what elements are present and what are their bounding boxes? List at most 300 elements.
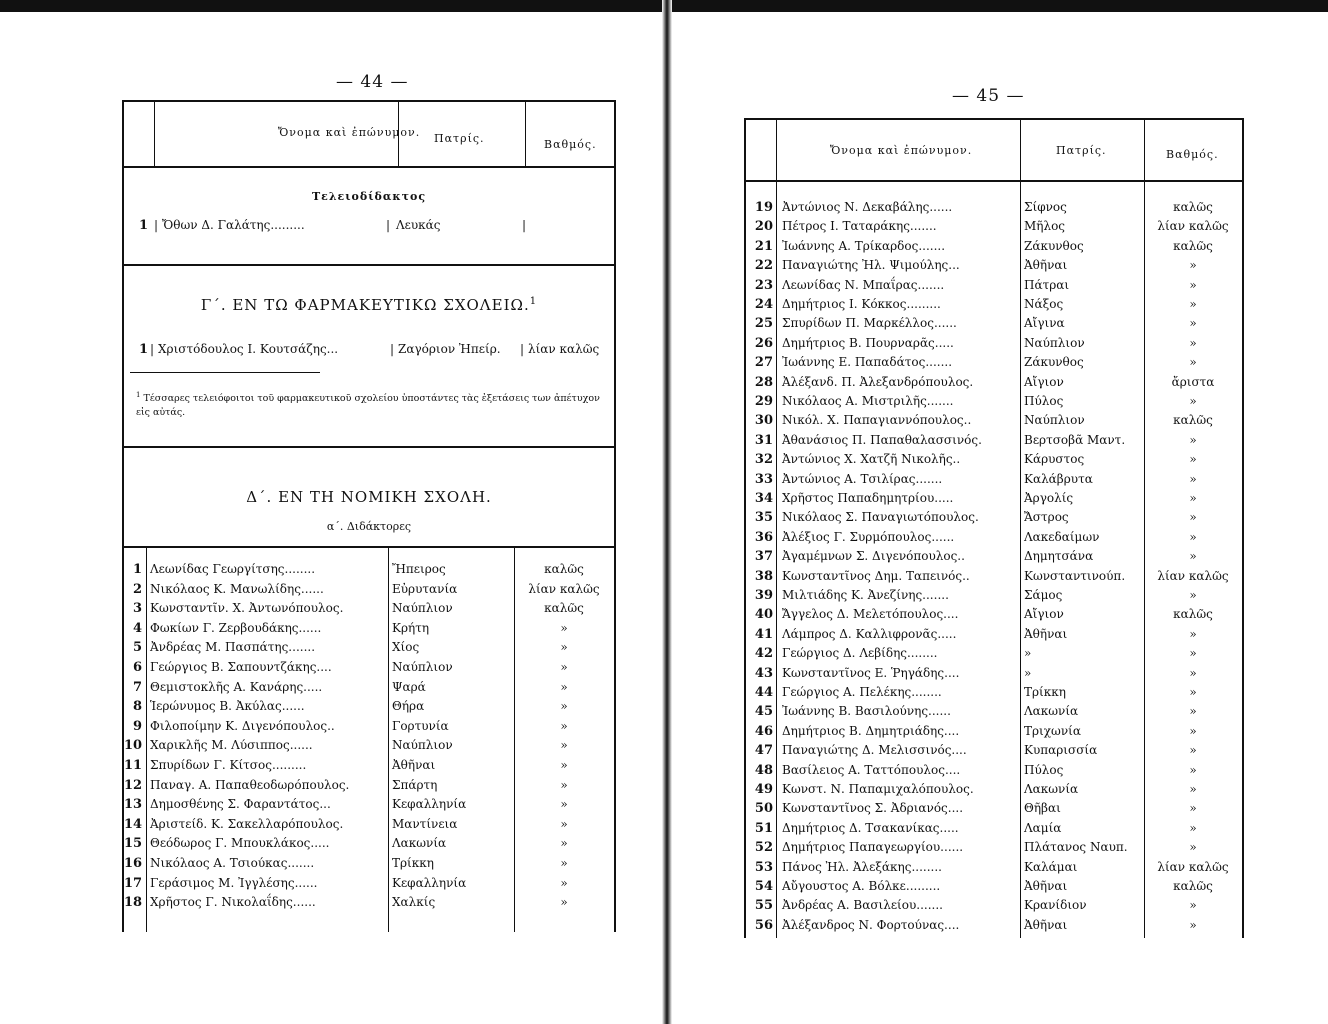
- table-row: [746, 198, 1242, 218]
- entry-name: Γεώργιος Δ. Λεβίδης........: [782, 646, 938, 661]
- entry-origin: Καλάμαι: [1024, 859, 1078, 874]
- entry-number: 47: [754, 743, 773, 759]
- entry-number: 22: [754, 258, 773, 274]
- entry-number: 1: [138, 218, 148, 233]
- entry-name: Σπυρίδων Π. Μαρκέλλος......: [782, 316, 957, 331]
- entry-name: Μιλτιάδης Κ. Ἀνεζίνης.......: [782, 588, 949, 602]
- table-row: [746, 295, 1242, 315]
- entry-grade: ἄριστα: [1171, 374, 1215, 389]
- entry-origin: Εὐρυτανία: [392, 581, 458, 596]
- table-row: [124, 815, 614, 835]
- header-grade: Βαθμός.: [1166, 148, 1219, 161]
- entry-name: Δημοσθένης Σ. Φαραντάτος...: [150, 797, 331, 812]
- entry-grade: »: [560, 620, 568, 635]
- entry-name: Χριστόδουλος Ι. Κουτσάζης...: [158, 342, 339, 356]
- entry-grade: καλῶς: [1173, 238, 1213, 253]
- entry-name: Ἰωάννης Α. Τρίκαρδος.......: [782, 238, 946, 253]
- table-row: [746, 799, 1242, 819]
- entry-name: Ἀντώνιος Χ. Χατζῆ Νικολῆς..: [782, 452, 961, 467]
- entry-grade: »: [560, 797, 568, 812]
- entry-origin: Πύλος: [1024, 762, 1064, 777]
- header-grade: Βαθμός.: [544, 138, 597, 151]
- header-origin: Πατρίς.: [1056, 144, 1107, 157]
- pharmacy-entry: 1 | Χριστόδουλος Ι. Κουτσάζης... | Ζαγόριον Ἠπείρ. | λίαν καλῶς: [124, 340, 614, 360]
- entry-origin: Δημητσάνα: [1024, 549, 1094, 564]
- table-row: [746, 334, 1242, 354]
- entry-number: 3: [132, 601, 142, 617]
- entry-name: Λάμπρος Δ. Καλλιφρονᾶς.....: [782, 626, 957, 641]
- table-row: [746, 683, 1242, 703]
- table-row: [746, 819, 1242, 839]
- entry-origin: Πύλος: [1024, 394, 1064, 408]
- entry-name: Λεωνίδας Ν. Μπαΐρας.......: [782, 277, 945, 292]
- table-row: [124, 854, 614, 874]
- table-row: [124, 560, 614, 580]
- entry-name: Γεράσιμος Μ. Ἰγγλέσης......: [150, 875, 318, 890]
- table-row: [124, 658, 614, 678]
- right-page-table: [744, 118, 1244, 938]
- entry-number: 48: [754, 762, 773, 778]
- entry-grade: »: [1189, 258, 1197, 273]
- entry-name: Ἀγαμέμνων Σ. Διγενόπουλος..: [782, 549, 965, 564]
- entry-grade: »: [1189, 704, 1197, 719]
- table-row: [124, 697, 614, 717]
- entry-name: Γεώργιος Β. Σαπουντζάκης....: [150, 660, 332, 674]
- entry-grade: »: [1189, 394, 1197, 408]
- table-row: [746, 567, 1242, 587]
- entry-grade: »: [1189, 529, 1197, 544]
- left-students-table: [124, 546, 614, 932]
- entry-grade: »: [1189, 840, 1197, 855]
- entry-origin: Ναύπλιον: [392, 660, 453, 674]
- entry-origin: Ἀθῆναι: [1024, 258, 1068, 273]
- entry-grade: »: [1189, 801, 1197, 816]
- entry-grade: »: [1189, 549, 1197, 564]
- table-row: [746, 896, 1242, 916]
- table-row: [124, 874, 614, 894]
- entry-name: Δημήτριος Δ. Τσακανίκας.....: [782, 820, 959, 835]
- entry-origin: Αἴγιον: [1024, 374, 1064, 389]
- table-row: [746, 450, 1242, 470]
- entry-grade: »: [1189, 626, 1197, 641]
- entry-origin: »: [1024, 646, 1032, 661]
- entry-grade: »: [1189, 646, 1197, 661]
- entry-number: 1: [138, 342, 148, 357]
- entry-name: Παναγιώτης Δ. Μελισσινός....: [782, 743, 967, 758]
- entry-number: 56: [754, 917, 773, 933]
- entry-number: 13: [124, 797, 143, 813]
- entry-origin: Κεφαλληνία: [392, 875, 467, 890]
- entry-grade: »: [1189, 355, 1197, 370]
- entry-origin: Σάμος: [1024, 588, 1063, 602]
- entry-grade: λίαν καλῶς: [1157, 568, 1229, 583]
- entry-origin: Κεφαλληνία: [392, 797, 467, 812]
- entry-grade: »: [1189, 510, 1197, 525]
- entry-grade: »: [1189, 762, 1197, 777]
- entry-origin: Ἀθῆναι: [1024, 626, 1068, 641]
- table-row: [746, 877, 1242, 897]
- entry-origin: Λευκάς: [396, 218, 441, 232]
- entry-name: Σπυρίδων Γ. Κίτσος.........: [150, 758, 307, 772]
- table-row: [746, 761, 1242, 781]
- entry-name: Ἀλέξιος Γ. Συρμόπουλος......: [782, 529, 955, 544]
- entry-number: 34: [754, 491, 773, 506]
- table-row: [746, 373, 1242, 393]
- table-row: [746, 741, 1242, 761]
- entry-number: 4: [132, 620, 142, 636]
- entry-origin: Ναύπλιον: [392, 601, 453, 616]
- entry-number: 51: [754, 820, 773, 836]
- entry-origin: Κωνσταντινούπ.: [1024, 568, 1126, 583]
- entry-grade: »: [1189, 588, 1197, 602]
- entry-number: 9: [132, 718, 142, 734]
- entry-name: Νικόλαος Κ. Μανωλίδης......: [150, 581, 324, 596]
- entry-name: Ἀριστείδ. Κ. Σακελλαρόπουλος.: [150, 816, 344, 831]
- footnote-rule: [130, 372, 320, 373]
- page-number-left: — 44 —: [336, 72, 409, 92]
- entry-grade: »: [1189, 820, 1197, 835]
- entry-number: 49: [754, 782, 773, 797]
- entry-grade: »: [1189, 316, 1197, 331]
- entry-number: 26: [754, 335, 773, 351]
- left-page-table: [122, 100, 616, 932]
- entry-origin: Ἀθῆναι: [1024, 917, 1068, 932]
- table-row: [124, 599, 614, 619]
- entry-name: Ἀντώνιος Ν. Δεκαβάλης......: [782, 200, 953, 214]
- entry-number: 31: [754, 432, 773, 448]
- table-row: [746, 644, 1242, 664]
- entry-origin: Σπάρτη: [392, 777, 438, 792]
- entry-name: Ἄγγελος Δ. Μελετόπουλος....: [782, 607, 959, 622]
- entry-name: Δημήτριος Ι. Κόκκος.........: [782, 297, 941, 311]
- entry-name: Φιλοποίμην Κ. Διγενόπουλος..: [150, 718, 335, 733]
- entry-number: 14: [124, 816, 143, 832]
- entry-grade: »: [560, 856, 568, 870]
- table-row: [124, 834, 614, 854]
- entry-name: Χρῆστος Γ. Νικολαΐδης......: [150, 895, 316, 910]
- table-row: [746, 431, 1242, 451]
- entry-origin: Θῆβαι: [1024, 801, 1061, 816]
- entry-number: 55: [754, 898, 773, 914]
- entry-number: 6: [132, 660, 142, 675]
- entry-origin: Μῆλος: [1024, 219, 1066, 234]
- entry-number: 16: [124, 856, 143, 871]
- entry-grade: »: [560, 777, 568, 792]
- header-name: Ὄνομα καὶ ἐπώνυμον.: [278, 126, 421, 139]
- table-row: [124, 756, 614, 776]
- entry-number: 37: [754, 549, 773, 565]
- book-gutter: [662, 0, 672, 1024]
- entry-origin: Ἀθῆναι: [392, 758, 436, 772]
- table-row: [124, 619, 614, 639]
- entry-grade: »: [560, 758, 568, 772]
- entry-number: 21: [754, 238, 773, 254]
- entry-grade: »: [1189, 335, 1197, 350]
- entry-origin: Χίος: [392, 640, 420, 655]
- table-row: [746, 625, 1242, 645]
- entry-grade: »: [1189, 685, 1197, 699]
- entry-grade: »: [560, 895, 568, 910]
- entry-grade: »: [1189, 898, 1197, 913]
- table-row: [746, 586, 1242, 606]
- entry-name: Δημήτριος Παπαγεωργίου......: [782, 840, 964, 855]
- pharmacy-school-title: Γ΄. ΕΝ ΤΩ ΦΑΡΜΑΚΕΥΤΙΚΩ ΣΧΟΛΕΙΩ.$^1$: [200, 296, 538, 314]
- entry-number: 20: [754, 219, 773, 235]
- entry-grade: »: [1189, 471, 1197, 486]
- entry-grade: »: [1189, 491, 1197, 505]
- entry-number: 44: [754, 685, 773, 700]
- entry-number: 43: [754, 665, 773, 681]
- entry-number: 24: [754, 297, 773, 312]
- entry-name: Ὄθων Δ. Γαλάτης.........: [162, 218, 305, 232]
- entry-origin: Ζαγόριον Ἠπείρ.: [398, 342, 501, 356]
- entry-name: Λεωνίδας Γεωργίτσης........: [150, 562, 316, 576]
- entry-name: Κωνστ. Ν. Παπαμιχαλόπουλος.: [782, 782, 974, 796]
- entry-origin: Αἴγιον: [1024, 607, 1064, 622]
- entry-origin: Θήρα: [392, 699, 425, 714]
- table-row: [746, 605, 1242, 625]
- table-row: [746, 547, 1242, 567]
- entry-name: Νικόλαος Α. Μιστριλῆς.......: [782, 394, 954, 408]
- table-row: [746, 916, 1242, 936]
- entry-origin: »: [1024, 665, 1032, 680]
- entry-origin: Νάξος: [1024, 297, 1064, 311]
- table-row: [746, 470, 1242, 490]
- entry-origin: Κάρυστος: [1024, 452, 1085, 467]
- entry-origin: Σίφνος: [1024, 200, 1067, 214]
- entry-name: Ἀντώνιος Α. Τσιλίρας.......: [782, 471, 943, 486]
- entry-name: Ἰωάννης Β. Βασιλούνης......: [782, 704, 951, 719]
- table-row: [124, 776, 614, 796]
- entry-name: Ἀνδρέας Μ. Πασπάτης.......: [150, 640, 316, 655]
- entry-name: Φωκίων Γ. Ζερβουδάκης......: [150, 620, 322, 635]
- entry-name: Ἀλέξανδρος Ν. Φορτούνας....: [782, 917, 960, 932]
- entry-name: Παναγιώτης Ἠλ. Ψιμούλης...: [782, 258, 960, 273]
- entry-number: 45: [754, 704, 773, 720]
- entry-grade: »: [560, 875, 568, 890]
- entry-origin: Ζάκυνθος: [1024, 238, 1084, 253]
- entry-number: 5: [132, 640, 142, 656]
- entry-name: Χρῆστος Παπαδημητρίου.....: [782, 491, 954, 505]
- entry-number: 17: [124, 875, 143, 891]
- table-row: [746, 256, 1242, 276]
- entry-origin: Χαλκίς: [392, 895, 436, 910]
- entry-name: Ἰωάννης Ε. Παπαδάτος.......: [782, 355, 953, 370]
- entry-grade: »: [560, 738, 568, 753]
- entry-name: Κωνσταντῖνος Ε. Ῥηγάδης....: [782, 665, 960, 680]
- entry-grade: »: [1189, 277, 1197, 292]
- entry-number: 35: [754, 510, 773, 526]
- entry-name: Πέτρος Ι. Ταταράκης.......: [782, 219, 937, 234]
- entry-number: 19: [754, 200, 773, 215]
- entry-origin: Λακεδαίμων: [1024, 529, 1100, 544]
- table-row: [746, 314, 1242, 334]
- entry-number: 8: [132, 699, 142, 715]
- entry-name: Πάνος Ἠλ. Ἀλεξάκης........: [782, 859, 942, 874]
- entry-grade: καλῶς: [544, 562, 584, 576]
- entry-grade: »: [560, 660, 568, 674]
- entry-number: 10: [124, 738, 143, 754]
- entry-grade: »: [1189, 432, 1197, 447]
- table-row: [746, 353, 1242, 373]
- entry-name: Γεώργιος Α. Πελέκης........: [782, 685, 942, 699]
- table-row: [124, 893, 614, 913]
- entry-number: 52: [754, 840, 773, 856]
- entry-name: Κωνσταντῖνος Δημ. Ταπεινός..: [782, 568, 970, 583]
- entry-origin: Βερτσοβᾶ Μαντ.: [1024, 432, 1126, 447]
- entry-name: Κωνσταντῖν. Χ. Ἀντωνόπουλος.: [150, 601, 344, 616]
- entry-origin: Κυπαρισσία: [1024, 743, 1098, 758]
- entry-number: 23: [754, 277, 773, 293]
- entry-name: Νικόλ. Χ. Παπαγιαννόπουλος..: [782, 413, 972, 428]
- entry-name: Ἱερώνυμος Β. Ἀκύλας......: [150, 699, 305, 714]
- entry-grade: »: [1189, 917, 1197, 932]
- entry-number: 42: [754, 646, 773, 662]
- table-row: [124, 580, 614, 600]
- entry-grade: καλῶς: [1173, 879, 1213, 893]
- table-row: [746, 508, 1242, 528]
- entry-origin: Ἀθῆναι: [1024, 879, 1068, 893]
- entry-name: Νικόλαος Σ. Παναγιωτόπουλος.: [782, 510, 979, 525]
- entry-grade: »: [560, 640, 568, 655]
- table-row: [746, 702, 1242, 722]
- entry-grade: καλῶς: [1173, 607, 1213, 622]
- entry-grade: »: [1189, 665, 1197, 680]
- entry-name: Ἀθανάσιος Π. Παπαθαλασσινός.: [782, 432, 982, 447]
- entry-origin: Κρήτη: [392, 620, 430, 635]
- entry-number: 25: [754, 316, 773, 332]
- entry-number: 15: [124, 836, 143, 852]
- entry-grade: »: [560, 718, 568, 733]
- table-row: [746, 237, 1242, 257]
- table-row: [746, 217, 1242, 237]
- header-name: Ὄνομα καὶ ἐπώνυμον.: [830, 144, 973, 157]
- entry-grade: καλῶς: [1173, 413, 1213, 428]
- entry-grade: καλῶς: [1173, 200, 1213, 214]
- entry-origin: Λαμία: [1024, 820, 1062, 835]
- entry-grade: »: [1189, 782, 1197, 796]
- table-row: [124, 678, 614, 698]
- table-row: [124, 736, 614, 756]
- table-row: [746, 276, 1242, 296]
- entry-grade: λίαν καλῶς: [1157, 219, 1229, 234]
- entry-number: 39: [754, 588, 773, 603]
- page-number-right: — 45 —: [952, 86, 1025, 106]
- entry-origin: Ναύπλιον: [392, 738, 453, 753]
- entry-name: Δημήτριος Β. Πουρναρᾶς.....: [782, 335, 954, 350]
- table-row: [746, 858, 1242, 878]
- entry-origin: Λακωνία: [392, 836, 447, 851]
- entry-name: Βασίλειος Α. Ταττόπουλος....: [782, 762, 961, 777]
- entry-name: Αὔγουστος Α. Βόλκε.........: [782, 879, 941, 893]
- entry-origin: Τρίκκη: [392, 856, 434, 870]
- table-row: [124, 638, 614, 658]
- entry-number: 54: [754, 879, 773, 894]
- entry-number: 53: [754, 859, 773, 875]
- entry-name: Χαρικλῆς Μ. Λύσιππος......: [150, 738, 313, 753]
- entry-number: 11: [124, 758, 143, 773]
- entry-name: Παναγ. Α. Παπαθεοδωρόπουλος.: [150, 777, 350, 792]
- entry-number: 46: [754, 723, 773, 739]
- entry-origin: Ναύπλιον: [1024, 413, 1085, 428]
- entry-grade: »: [560, 836, 568, 851]
- law-school-title: Δ΄. ΕΝ ΤΗ ΝΟΜΙΚΗ ΣΧΟΛΗ.: [246, 488, 492, 506]
- entry-origin: Καλάβρυτα: [1024, 471, 1093, 486]
- entry-number: 29: [754, 394, 773, 409]
- header-origin: Πατρίς.: [434, 132, 485, 145]
- entry-origin: Ναύπλιον: [1024, 335, 1085, 350]
- entry-number: 50: [754, 801, 773, 817]
- entry-grade: »: [560, 699, 568, 714]
- entry-name: Κωνσταντῖνος Σ. Ἀδριανός....: [782, 801, 964, 816]
- entry-grade: λίαν καλῶς: [528, 342, 600, 356]
- entry-number: 40: [754, 607, 773, 623]
- table-row: [746, 664, 1242, 684]
- graduate-heading: Τελειοδίδακτος: [311, 190, 427, 203]
- entry-grade: »: [1189, 297, 1197, 311]
- entry-name: Δημήτριος Β. Δημητριάδης....: [782, 723, 960, 738]
- table-row: [746, 780, 1242, 800]
- entry-origin: Ἤπειρος: [392, 562, 446, 576]
- table-row: [746, 528, 1242, 548]
- table-row: [746, 392, 1242, 412]
- entry-number: 2: [132, 581, 142, 597]
- entry-origin: Ἄστρος: [1024, 510, 1069, 525]
- entry-grade: »: [560, 816, 568, 831]
- entry-grade: καλῶς: [544, 601, 584, 616]
- entry-name: Θεμιστοκλῆς Α. Κανάρης.....: [150, 679, 323, 694]
- entry-grade: λίαν καλῶς: [1157, 859, 1229, 874]
- table-row: [124, 717, 614, 737]
- entry-name: Ἀνδρέας Α. Βασιλείου.......: [782, 898, 943, 913]
- graduate-entry: 1 | Ὄθων Δ. Γαλάτης......... | Λευκάς |: [124, 216, 614, 236]
- entry-origin: Γορτυνία: [392, 718, 449, 733]
- entry-origin: Ψαρά: [392, 679, 426, 694]
- entry-number: 28: [754, 374, 773, 390]
- entry-origin: Λακωνία: [1024, 782, 1079, 796]
- entry-number: 32: [754, 452, 773, 468]
- entry-grade: »: [560, 679, 568, 694]
- law-subtitle: α΄. Διδάκτορες: [326, 520, 412, 533]
- entry-origin: Αἴγινα: [1024, 316, 1065, 331]
- entry-grade: λίαν καλῶς: [528, 581, 600, 596]
- table-row: [746, 411, 1242, 431]
- entry-origin: Λακωνία: [1024, 704, 1079, 719]
- entry-number: 7: [132, 679, 142, 695]
- entry-grade: »: [1189, 723, 1197, 738]
- entry-number: 18: [124, 895, 143, 911]
- entry-number: 27: [754, 355, 773, 371]
- entry-name: Νικόλαος Α. Τσιούκας.......: [150, 856, 315, 870]
- entry-number: 33: [754, 471, 773, 487]
- entry-number: 30: [754, 413, 773, 429]
- entry-origin: Ἀργολίς: [1024, 491, 1074, 505]
- entry-origin: Πλάτανος Ναυπ.: [1024, 840, 1128, 855]
- entry-number: 1: [132, 562, 142, 577]
- table-row: [124, 795, 614, 815]
- table-row: [746, 838, 1242, 858]
- entry-origin: Τρίκκη: [1024, 685, 1066, 699]
- entry-origin: Ζάκυνθος: [1024, 355, 1084, 370]
- entry-name: Θεόδωρος Γ. Μπουκλάκος.....: [150, 836, 330, 851]
- entry-origin: Τριχωνία: [1024, 723, 1081, 738]
- entry-number: 38: [754, 568, 773, 584]
- table-row: [746, 722, 1242, 742]
- entry-name: Ἀλέξανδ. Π. Ἀλεξανδρόπουλος.: [782, 374, 974, 389]
- entry-grade: »: [1189, 743, 1197, 758]
- footnote: $^1$ Τέσσαρες τελειόφοιτοι τοῦ φαρμακευτικοῦ σχολείου ὑποστάντες τὰς ἐξετάσεις των ἀπέτυχον εἰς αὐτάς.: [136, 391, 600, 419]
- entry-origin: Κρανίδιον: [1024, 898, 1087, 913]
